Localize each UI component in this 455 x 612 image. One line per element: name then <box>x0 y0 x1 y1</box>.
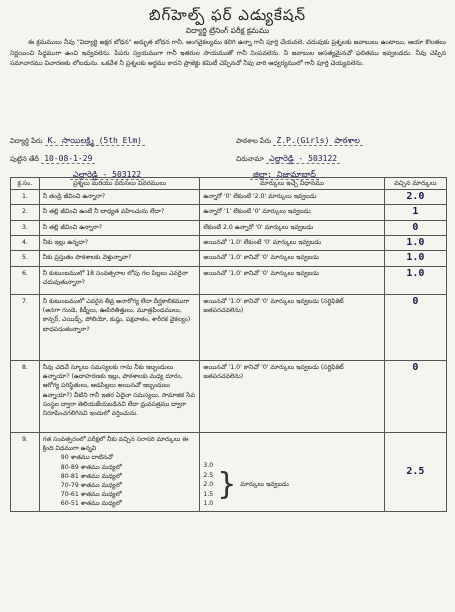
row-marking-rule <box>200 433 384 512</box>
village-value: ఎల్లారెడ్డి - 503122 <box>70 170 144 180</box>
address-label: చిరునామా <box>236 155 264 163</box>
student-name-row <box>10 136 145 147</box>
header-marks: వచ్చిన మార్కులు <box>384 178 446 190</box>
grade-score-caption: మార్కులు ఇవ్వబడు <box>240 481 289 489</box>
table-row <box>11 205 447 220</box>
row-question: నీ కుటుంబములో ఎవరైన తీవ్ర అనారోగ్య లేదా దీర్ఘకాలికముగా (అనగా గుండె, కిడ్నీలు, ఊపిరితిత్తులు, మూత్రపిండములు, కాన్సర్, ఎయిడ్స్, పోలియో, కుష్ఠు, పక్షవాతం, శారీరక వైకల్యం) బాధపడుతున్నారా? <box>39 295 200 361</box>
row-marking-rule: అయినచో '1.0' కానిచో '0' మార్కులు ఇవ్వబడు (సర్టిఫికెట్ జతపరచవలెను) <box>200 361 384 433</box>
row-question: నీ తల్లి జీవించి ఉంటే నీ బాధ్యత వహించును లేదా? <box>39 205 200 220</box>
dob-row <box>10 154 95 165</box>
instructions-paragraph <box>10 38 446 70</box>
row-question: నీ కుటుంబములో 18 సంవత్సరాల లోపు గల పిల్లలు ఎవరైనా చదువుతున్నారా? <box>39 267 200 295</box>
table-row <box>11 295 447 361</box>
grade-range-item: 80-89 శాతము మధ్యలో <box>60 463 122 471</box>
row-mark: 0 <box>412 362 419 374</box>
grade-question-text: గత సంవత్సరంలో పరీక్షలో నీకు వచ్చిన సరాసరి మార్కులు ఈ క్రింది విధముగా ఉన్నవి <box>42 436 189 453</box>
grade-range-item: 70-79 శాతము మధ్యలో <box>60 482 122 490</box>
row-marking-rule: ఉన్నారో '0' లేకుంటే '2.0' మార్కులు ఇవ్వబడు <box>200 190 384 205</box>
table-row <box>11 267 447 295</box>
row-question: నీవు చదివే స్కూలు సమస్యలకు గాను నీకు ఇబ్బందులు ఉన్నాయా? (ఉదాహరణకు ఇల్లు, పాఠశాలకు మధ్య దూరం, ఆరోగ్య పరిస్థితులు, ఆడపిల్లలు అయినచో ఇబ్బందులు ఉన్నాయా?) వీటిని గానీ ఇతర ఏదైనా సమస్యలు, సామాజిక సేవ సంస్థల ద్వారా తెలియజేయబడినవి లేదా ధ్రువపత్రము ద్వారా నిరూపించగలిగినవి ఇందులో వర్తించును. <box>39 361 200 433</box>
grade-score-group <box>203 461 380 509</box>
table-row <box>11 220 447 235</box>
row-question: నీకు ప్రస్తుతం పాఠశాలకు వెళ్తున్నావా? <box>39 251 200 267</box>
row-mark: 0 <box>412 296 419 308</box>
grade-score-list <box>203 461 213 509</box>
row-number: 6. <box>11 267 40 295</box>
table-row <box>11 190 447 205</box>
district-value: జిల్లా: నిజామాబాద్ <box>250 170 319 180</box>
row-number: 8. <box>11 361 40 433</box>
row-question <box>39 433 200 512</box>
row-number: 4. <box>11 235 40 250</box>
curly-brace-icon: } <box>217 467 237 502</box>
school-name-value: Z.P.(Girls) పాఠశాల <box>273 136 363 146</box>
grade-range-list <box>61 453 197 508</box>
address-value: ఎల్లారెడ్డి - 503122 <box>266 154 340 164</box>
table-row <box>11 235 447 250</box>
row-number: 5. <box>11 251 40 267</box>
table-header-row <box>11 178 447 190</box>
row-mark: 2.5 <box>406 465 425 477</box>
form-title: బిగ్‌హెల్ప్ ఫర్ ఎడ్యుకేషన్ <box>148 6 307 24</box>
grade-score: 3.0 <box>203 462 214 470</box>
row-number: 1. <box>11 190 40 205</box>
school-name-row <box>236 136 363 147</box>
table-row <box>11 433 447 512</box>
evaluation-table <box>10 177 447 512</box>
school-name-label: పాఠశాల పేరు <box>236 137 272 145</box>
row-question: నీ తండ్రి జీవించి ఉన్నారా? <box>39 190 200 205</box>
grade-score: 1.0 <box>203 500 214 508</box>
row-marking-rule: ఉన్నారో '1' లేకుంటే '0' మార్కులు ఇవ్వబడు <box>200 205 384 220</box>
row-number: 9. <box>11 433 40 512</box>
row-number: 7. <box>11 295 40 361</box>
row-marking-rule: అయినచో '1.0' కానిచో '0' మార్కులు ఇవ్వబడు (సర్టిఫికెట్ జతపరచవలెను) <box>200 295 384 361</box>
row-mark: 0 <box>412 221 419 233</box>
row-question: నీకు ఇల్లు ఉన్నదా? <box>39 235 200 250</box>
form-subtitle: విద్యార్థి ట్రేనింగ్ పరీక్ష క్రమము <box>185 26 270 35</box>
header-serial: క్ర.సం. <box>11 178 40 190</box>
dob-label: పుట్టిన తేదీ <box>10 155 40 163</box>
row-marking-rule: అయినచో '1.0' కానిచో '0' మార్కులు ఇవ్వబడు <box>200 267 384 295</box>
student-name-label: విద్యార్థి పేరు <box>10 137 43 145</box>
row-number: 3. <box>11 220 40 235</box>
row-mark: 1.0 <box>406 268 425 280</box>
grade-score: 2.5 <box>203 471 214 479</box>
header-question: ప్రశ్నలు మరియు వరుసలు వివరములు <box>39 178 200 190</box>
header-marking: మార్కులు ఇచ్చే విధానము <box>200 178 384 190</box>
row-mark: 1.0 <box>406 236 425 248</box>
table-row <box>11 361 447 433</box>
dob-value: 10-08-1-29 <box>41 154 95 164</box>
row-marking-rule: అయినచో '1.0' కానిచో '0' మార్కులు ఇవ్వబడు <box>200 251 384 267</box>
student-name-value: K. సాయిలక్ష్మి (5th Elm) <box>45 136 145 146</box>
row-number: 2. <box>11 205 40 220</box>
row-marking-rule: అయినచో '1.0' లేకుంటే '0' మార్కులు ఇవ్వబడు <box>200 235 384 250</box>
row-mark: 1.0 <box>406 252 425 264</box>
address-row <box>236 154 340 165</box>
row-mark: 1 <box>412 206 419 218</box>
grade-range-item: 90 శాతము దాటినచో <box>60 454 114 462</box>
instructions-text: ఈ క్రమములు నీవు "విద్యార్థి అక్షర బోధన" అద్భుత బోధన గానీ, అంగవైకల్యము కలిగి ఉన్నా గానీ పూర్తి చేయవలె, చదువుకు ప్రశ్నలకు జవాబులు ఉంటాయి, ఆయా కొలతలు నిర్ణయించి సిద్ధముగా ఉంచి ఇవ్వవలెను. పేపరు స్వయముగా గానీ ఇతరుల సాయముతో గానీ నింపవలెను. నీ జవాబుల అసత్యమైనచో ఫలితము ఇవ్వబడదు. నీవు చెప్పిన సమాచారము విచారణకు లోబడును. ఒకవేళ నీ ప్రశ్నలకు అర్థము కాదని ప్రాజెక్టు కమిటీ చెప్పినచో నీవు వారి ఆధ్వర్యములో గానీ పూర్తి చెయ్యవలెను. <box>10 39 446 68</box>
grade-range-item: 60-51 శాతము మధ్యలో <box>60 500 122 508</box>
table-row <box>11 251 447 267</box>
grade-score: 1.5 <box>203 490 214 498</box>
row-question: నీ తల్లి జీవించి ఉన్నారా? <box>39 220 200 235</box>
grade-score: 2.0 <box>203 481 214 489</box>
row-marking-rule: లేకుంటే 2.0 ఉన్నారో '0' మార్కులు ఇవ్వబడు <box>200 220 384 235</box>
grade-range-item: 80-81 శాతము మధ్యలో <box>60 472 122 480</box>
grade-range-item: 70-61 శాతము మధ్యలో <box>60 491 122 499</box>
row-mark: 2.0 <box>406 191 425 203</box>
